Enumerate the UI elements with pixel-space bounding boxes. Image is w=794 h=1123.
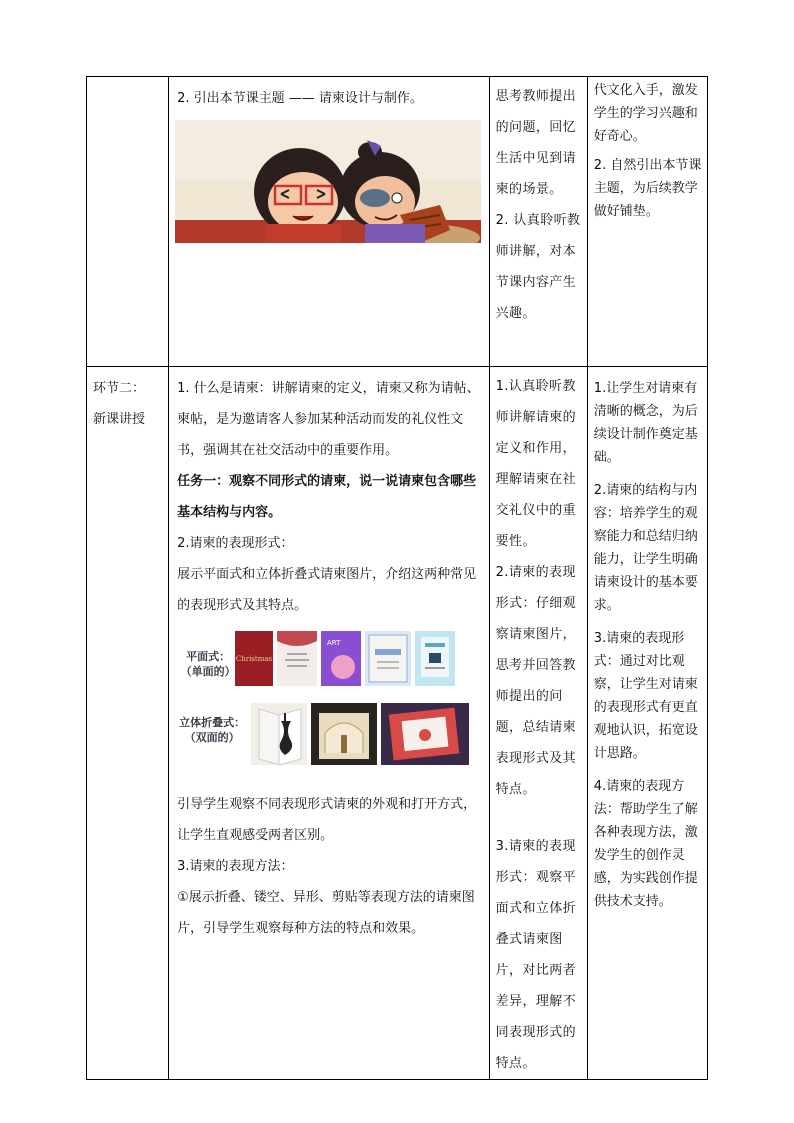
comic-illustration xyxy=(175,120,481,243)
flat-form-label: 平面式： xyxy=(186,650,231,663)
forms-body: 展示平面式和立体折叠式请柬图片，介绍这两种常见的表现形式及其特点。 xyxy=(177,567,477,613)
section-label: 新课讲授 xyxy=(93,412,146,427)
section-label: 环节二： xyxy=(93,381,146,396)
invitation-card-image xyxy=(321,631,361,686)
section-label-cell xyxy=(87,77,169,367)
methods-body: ①展示折叠、镂空、异形、剪贴等表现方法的请柬图片，引导学生观察每种方法的特点和效果。 xyxy=(177,890,475,936)
invitation-card-image xyxy=(251,703,307,765)
table-row xyxy=(87,77,708,367)
compare-text: 引导学生观察不同表现形式请柬的外观和打开方式，让学生直观感受两者区别。 xyxy=(177,797,477,843)
invitation-card-image xyxy=(365,631,411,686)
fold-form-label: 立体折叠式： xyxy=(179,716,246,729)
fold-form-label: （双面的） xyxy=(184,731,240,744)
design-intent-text: 2. 自然引出本节课主题，为后续教学做好铺垫。 xyxy=(593,158,702,219)
design-intent-text: 1.让学生对请柬有清晰的概念，为后续设计制作奠定基础。 xyxy=(593,381,698,465)
student-activity-text: 2.请柬的表现形式：仔细观察请柬图片，思考并回答教师提出的问题，总结请柬表现形式及其特点。 xyxy=(495,565,577,797)
svg-text:ART: ART xyxy=(327,639,341,647)
topic-intro-text: 2. 引出本节课主题 —— 请柬设计与制作。 xyxy=(177,91,423,106)
svg-text:Christmas: Christmas xyxy=(235,655,273,663)
table-row xyxy=(87,367,708,1080)
methods-title: 3.请柬的表现方法： xyxy=(177,859,294,874)
invitation-card-image xyxy=(235,631,273,686)
design-intent-text: 2.请柬的结构与内容：培养学生的观察能力和总结归纳能力，让学生明确请柬设计的基本要求。 xyxy=(593,483,698,613)
design-intent-text: 3.请柬的表现形式：通过对比观察，让学生对请柬的表现形式有更直观地认识，拓宽设计思路。 xyxy=(593,631,698,761)
student-activity-text: 1.认真聆听教师讲解请柬的定义和作用，理解请柬在社交礼仪中的重要性。 xyxy=(495,379,577,549)
forms-title: 2.请柬的表现形式： xyxy=(177,536,294,551)
section-label-cell xyxy=(87,367,169,1080)
invitation-card-image xyxy=(277,631,317,686)
student-activity-text: 思考教师提出的问题，回忆生活中见到请柬的场景。 xyxy=(495,89,577,197)
design-intent-text: 4.请柬的表现方法：帮助学生了解各种表现方法，激发学生的创作灵感，为实践创作提供技术支持。 xyxy=(593,779,698,909)
definition-text: 1. 什么是请柬：讲解请柬的定义，请柬又称为请帖、柬帖，是为邀请客人参加某种活动而发的礼仪性文书，强调其在社交活动中的重要作用。 xyxy=(177,381,480,458)
student-activity-text: 2. 认真聆听教师讲解，对本节课内容产生兴趣。 xyxy=(495,213,581,321)
invitation-card-image xyxy=(415,631,455,686)
task-text: 任务一：观察不同形式的请柬，说一说请柬包含哪些基本结构与内容。 xyxy=(177,474,477,520)
student-activity-text: 3.请柬的表现形式：观察平面式和立体折叠式请柬图片，对比两者差异，理解不同表现形式的特点。 xyxy=(495,839,577,1071)
student-activity-cell xyxy=(489,367,587,1080)
flat-form-label: （单面的） xyxy=(180,665,236,678)
design-intent-cell xyxy=(587,367,707,1080)
invitation-card-image xyxy=(381,703,469,765)
lesson-plan-table xyxy=(86,76,708,1080)
teacher-activity-cell xyxy=(169,77,490,367)
invitation-card-image xyxy=(311,703,377,765)
design-intent-text: 代文化入手，激发学生的学习兴趣和好奇心。 xyxy=(593,83,698,144)
student-activity-cell xyxy=(489,77,587,367)
teacher-activity-cell xyxy=(169,367,490,1080)
design-intent-cell xyxy=(587,77,707,367)
invitation-samples-image xyxy=(177,629,477,777)
